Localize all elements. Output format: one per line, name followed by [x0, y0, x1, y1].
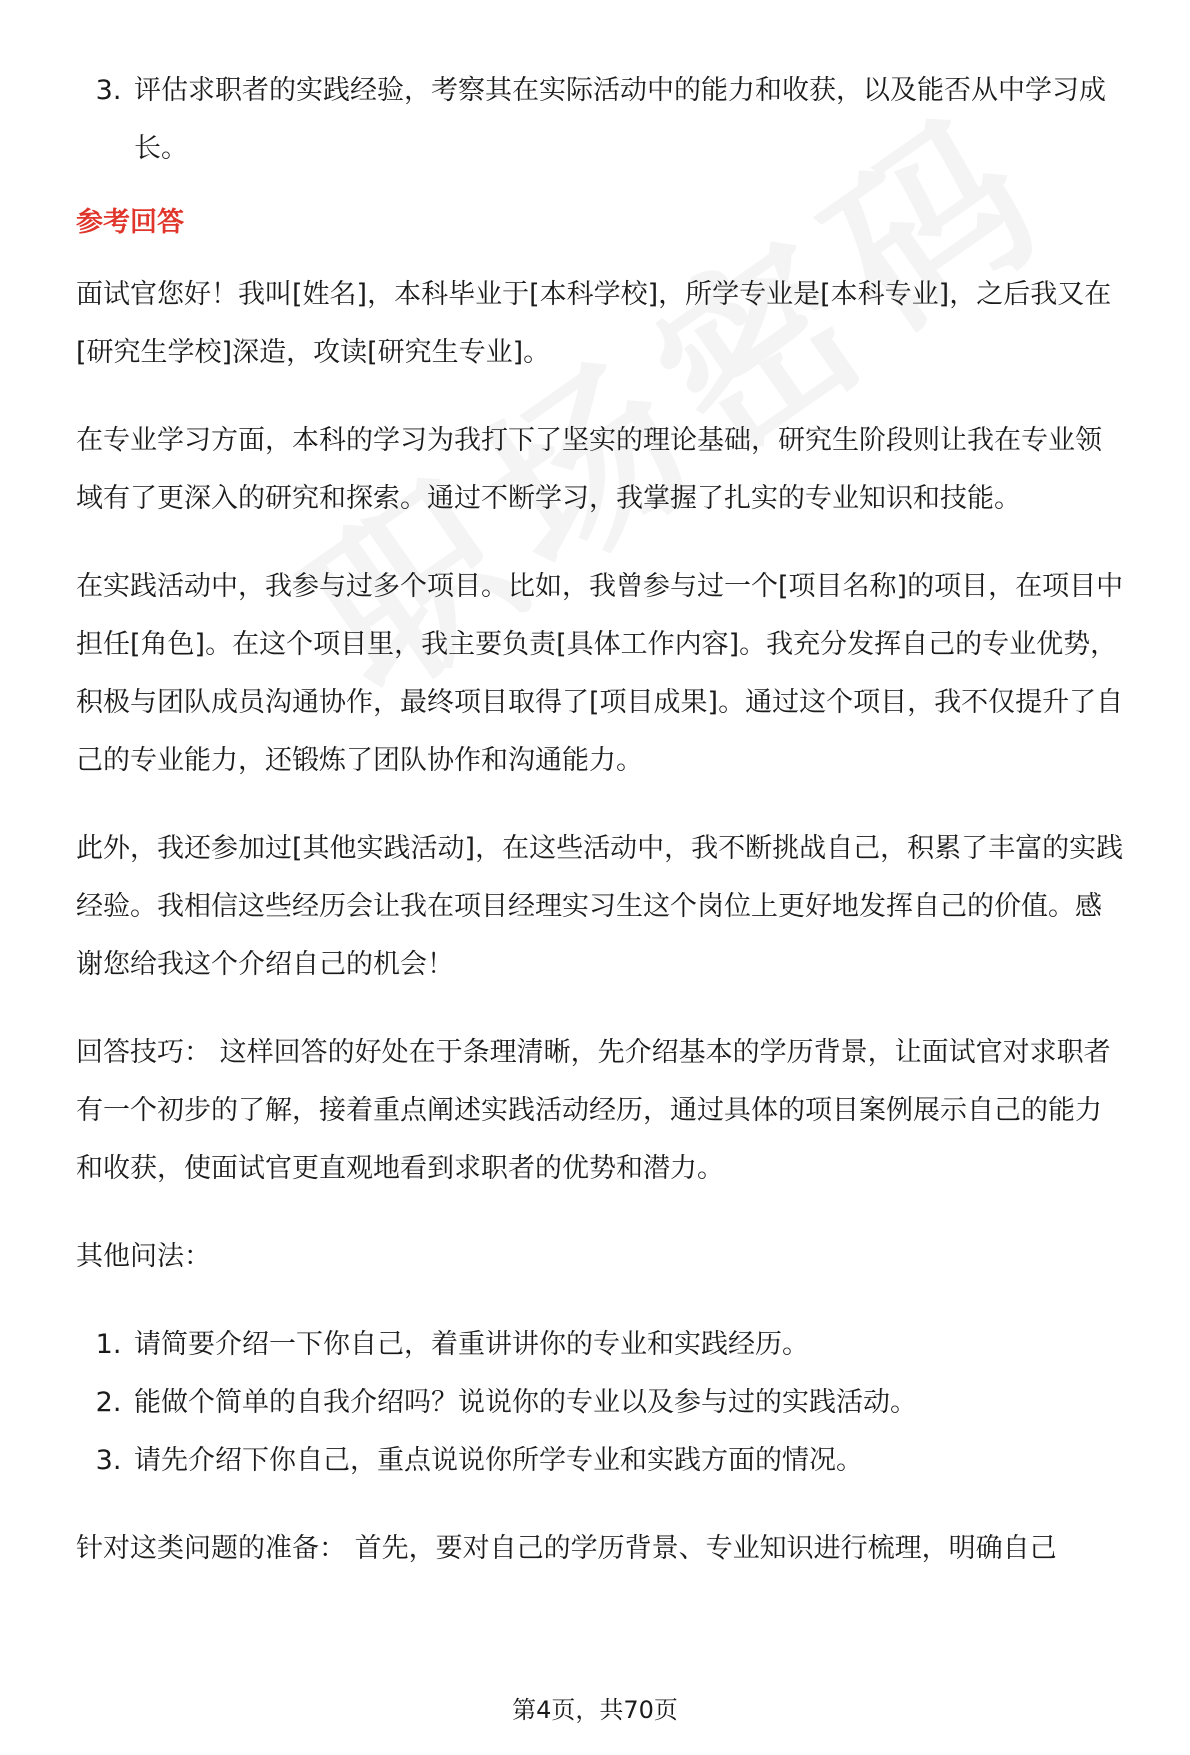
other-questions-list [76, 1316, 1126, 1490]
paragraph-intro: 面试官您好！我叫[姓名]，本科毕业于[本科学校]，所学专业是[本科专业]，之后我又在[研究生学校]深造，攻读[研究生专业]。 [76, 279, 1112, 368]
list-item: 3. 请先介绍下你自己，重点说说你所学专业和实践方面的情况。 [130, 1432, 1126, 1490]
page-footer: 第4页，共70页 [512, 1696, 678, 1724]
top-list [76, 62, 1126, 178]
paragraph-preparation: 针对这类问题的准备： 首先，要对自己的学历背景、专业知识进行梳理，明确自己 [76, 1533, 1057, 1564]
list-item: 2. 能做个简单的自我介绍吗？说说你的专业以及参与过的实践活动。 [130, 1374, 1126, 1432]
page-content [76, 62, 1126, 1608]
paragraph-other-activities: 此外，我还参加过[其他实践活动]，在这些活动中，我不断挑战自己，积累了丰富的实践经验。我相信这些经历会让我在项目经理实习生这个岗位上更好地发挥自己的价值。感谢您给我这个介绍自己的机会！ [76, 833, 1124, 980]
paragraph-study: 在专业学习方面，本科的学习为我打下了坚实的理论基础，研究生阶段则让我在专业领域有了更深入的研究和探索。通过不断学习，我掌握了扎实的专业知识和技能。 [76, 425, 1102, 514]
paragraph-practice: 在实践活动中，我参与过多个项目。比如，我曾参与过一个[项目名称]的项目，在项目中担任[角色]。在这个项目里，我主要负责[具体工作内容]。我充分发挥自己的专业优势，积极与团队成员沟通协作，最终项目取得了[项目成果]。通过这个项目，我不仅提升了自己的专业能力，还锻炼了团队协作和沟通能力。 [76, 571, 1124, 776]
paragraph-answer-tips: 回答技巧： 这样回答的好处在于条理清晰，先介绍基本的学历背景，让面试官对求职者有一个初步的了解，接着重点阐述实践活动经历，通过具体的项目案例展示自己的能力和收获，使面试官更直观地看到求职者的优势和潜力。 [76, 1037, 1111, 1184]
answer-heading: 参考回答 [76, 207, 184, 238]
list-item: 3. 评估求职者的实践经验，考察其在实际活动中的能力和收获，以及能否从中学习成长。 [130, 62, 1126, 178]
other-questions-label: 其他问法： [76, 1241, 211, 1272]
list-item: 1. 请简要介绍一下你自己，着重讲讲你的专业和实践经历。 [130, 1316, 1126, 1374]
